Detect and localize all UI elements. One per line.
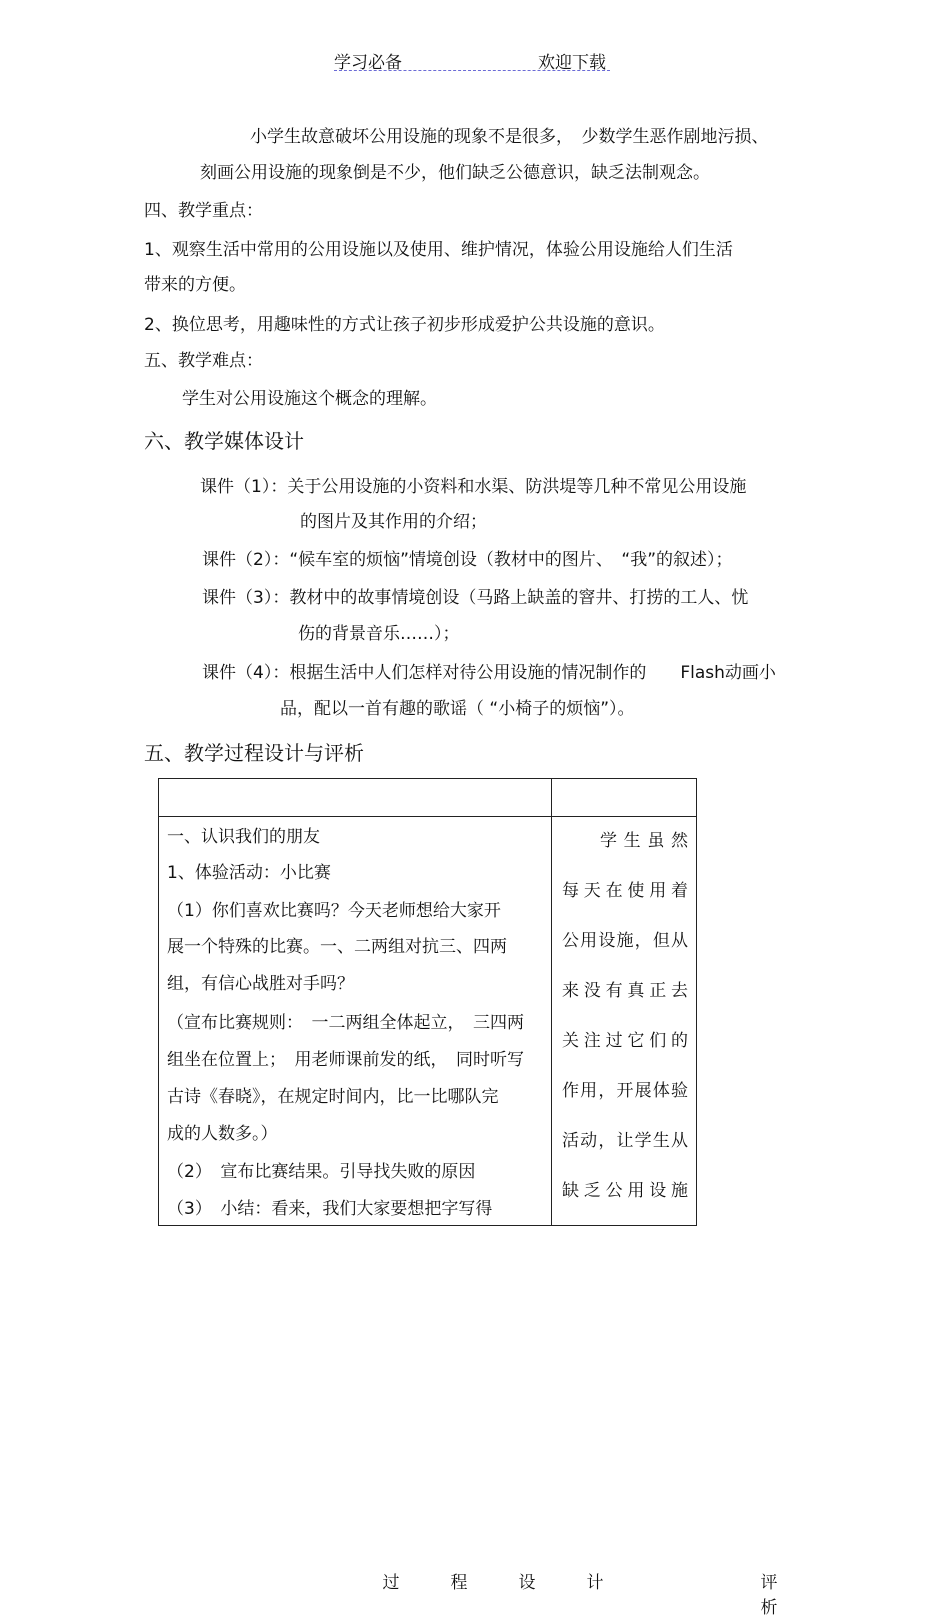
process-table <box>158 778 812 1618</box>
table-header-process-label: 过 程 设 计 <box>382 1572 604 1593</box>
process-cell <box>159 817 552 1226</box>
section4-item1-line1: 1、观察生活中常用的公用设施以及使用、维护情况，体验公用设施给人们生活 <box>144 240 733 260</box>
section5-line: 学生对公用设施这个概念的理解。 <box>182 389 437 409</box>
intro-line-2: 刻画公用设施的现象倒是不少，他们缺乏公德意识，缺乏法制观念。 <box>200 163 710 183</box>
analysis-line: 缺乏公用设施 <box>562 1181 688 1201</box>
section5-title: 五、教学难点： <box>144 351 263 371</box>
analysis-line: 公用设施，但从 <box>562 931 688 951</box>
courseware-3-line1: 课件（3）：教材中的故事情境创设（马路上缺盖的窨井、打捞的工人、忧 <box>202 588 749 608</box>
courseware-4-line1: 课件（4）：根据生活中人们怎样对待公用设施的情况制作的 Flash动画小 <box>202 663 776 683</box>
header-left-text: 学习必备 <box>334 53 402 73</box>
analysis-line: 学生虽然 <box>600 831 688 851</box>
courseware-1-line2: 的图片及其作用的介绍； <box>300 512 487 532</box>
courseware-3-line2: 伤的背景音乐……）； <box>298 624 460 644</box>
analysis-line: 来没有真正去 <box>562 981 688 1001</box>
process-line: 成的人数多。） <box>167 1124 278 1144</box>
process-line: 组坐在位置上； 用老师课前发的纸， 同时听写 <box>167 1050 524 1070</box>
courseware-4-line2: 品，配以一首有趣的歌谣（ “小椅子的烦恼”）。 <box>280 699 635 719</box>
analysis-line: 活动，让学生从 <box>562 1131 688 1151</box>
process-line: （3） 小结：看来，我们大家要想把字写得 <box>167 1199 493 1219</box>
table-row <box>159 817 697 1226</box>
section4-item1-line2: 带来的方便。 <box>144 275 246 295</box>
process-line: 展一个特殊的比赛。一、二两组对抗三、四两 <box>167 937 507 957</box>
process-line: （2） 宣布比赛结果。引导找失败的原因 <box>167 1162 476 1182</box>
section4-title: 四、教学重点： <box>144 201 263 221</box>
process-line: 1、体验活动：小比赛 <box>167 863 331 883</box>
header-underline <box>334 70 610 71</box>
courseware-1-line1: 课件（1）：关于公用设施的小资料和水渠、防洪堤等几种不常见公用设施 <box>200 477 747 497</box>
process-line: 古诗《春晓》，在规定时间内，比一比哪队完 <box>167 1087 499 1107</box>
section6-title: 六、教学媒体设计 <box>144 429 304 453</box>
analysis-line: 每天在使用着 <box>562 881 688 901</box>
header-right-text: 欢迎下载 <box>538 53 606 73</box>
courseware-2: 课件（2）：“候车室的烦恼”情境创设（教材中的图片、 “我”的叙述）； <box>202 550 733 570</box>
analysis-cell <box>552 817 697 1226</box>
intro-line-1: 小学生故意破坏公用设施的现象不是很多， 少数学生恶作剧地污损、 <box>250 127 769 147</box>
process-line: 组，有信心战胜对手吗？ <box>167 974 354 994</box>
process-line: 一、认识我们的朋友 <box>167 827 320 847</box>
process-line: （宣布比赛规则： 一二两组全体起立， 三四两 <box>167 1013 524 1033</box>
section7-title: 五、教学过程设计与评析 <box>144 741 364 765</box>
table-header-row <box>159 779 697 817</box>
section4-item2: 2、换位思考，用趣味性的方式让孩子初步形成爱护公共设施的意识。 <box>144 315 665 335</box>
analysis-line: 作用，开展体验 <box>562 1081 688 1101</box>
analysis-line: 关注过它们的 <box>562 1031 688 1051</box>
table-header-analysis-label: 评 析 <box>760 1572 812 1618</box>
process-line: （1）你们喜欢比赛吗？今天老师想给大家开 <box>167 901 501 921</box>
